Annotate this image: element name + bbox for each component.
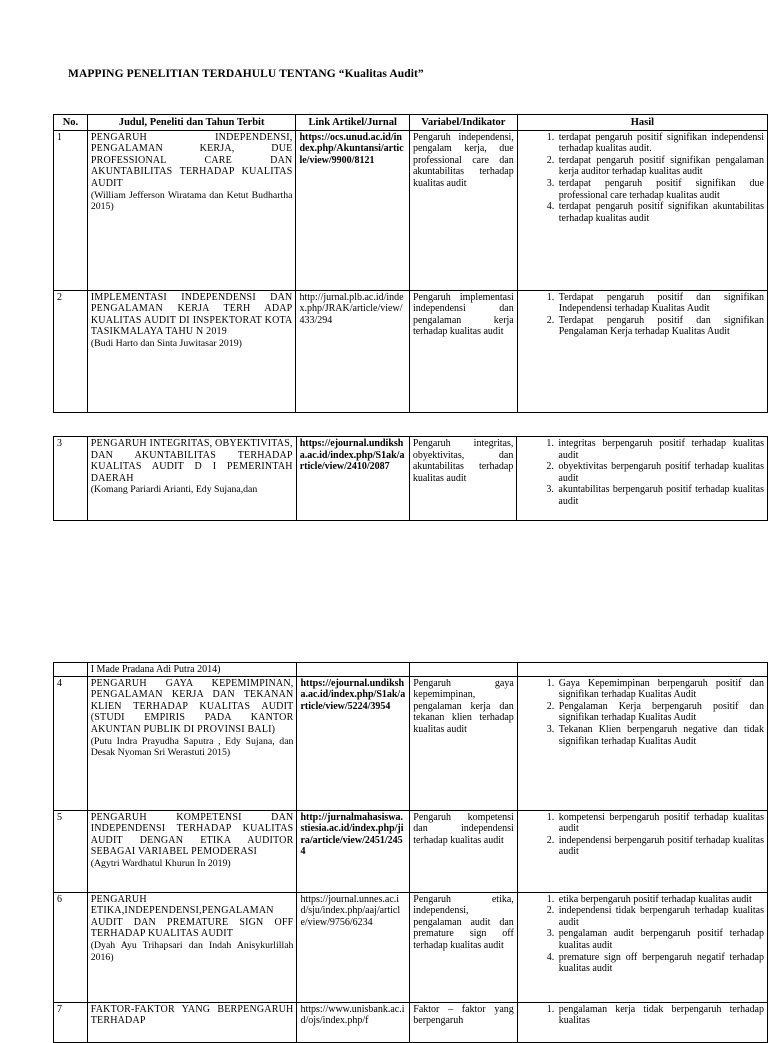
row-variabel: Pengaruh kompetensi dan independensi terhadap kualitas audit <box>410 810 518 892</box>
hasil-item: 1. integritas berpengaruh positif terhadap kualitas audit <box>556 438 764 461</box>
hasil-item: 1. terdapat pengaruh positif signifikan independensi terhadap kualitas audit. <box>557 132 764 155</box>
row-hasil <box>517 810 767 892</box>
row-link[interactable]: http://jurnalmahasiswa.stiesia.ac.id/index.php/jira/article/view/2451/2454 <box>297 810 410 892</box>
hasil-item: 2. terdapat pengaruh positif signifikan pengalaman kerja auditor terhadap kualitas audit <box>557 155 764 178</box>
row-variabel: Pengaruh implementasi independensi dan pengalaman kerja terhadap kualitas audit <box>409 290 517 412</box>
hasil-item: 1. Gaya Kepemimpinan berpengaruh positif dan signifikan terhadap Kualitas Audit <box>557 678 764 701</box>
row-link[interactable]: https://ocs.unud.ac.id/index.php/Akuntansi/article/view/9900/8121 <box>296 130 410 290</box>
row-link[interactable]: https://www.unisbank.ac.id/ojs/index.php/f <box>297 1002 410 1042</box>
row-no: 5 <box>54 810 88 892</box>
table-row <box>54 290 768 412</box>
row-judul <box>87 892 297 1002</box>
hasil-item: 3. Tekanan Klien berpengaruh negative dan tidak signifikan terhadap Kualitas Audit <box>557 724 764 747</box>
judul-title: PENGARUH KOMPETENSI DAN INDEPENDENSI TERHADAP KUALITAS AUDIT DENGAN ETIKA AUDITOR SEBAGAI VARIABEL PEMODERASI <box>90 811 294 858</box>
row-hasil <box>517 290 767 412</box>
row-hasil <box>517 1002 767 1042</box>
table-row <box>54 676 768 810</box>
judul-title: IMPLEMENTASI INDEPENDENSI DAN PENGALAMAN KERJA TERH ADAP KUALITAS AUDIT DI INSPEKTORAT KOTA TASIKMALAYA TAHU N 2019 <box>90 291 293 338</box>
table-row <box>54 892 768 1002</box>
row-link[interactable]: https://ejournal.undiksha.ac.id/index.php/S1ak/article/view/2410/2087 <box>296 437 409 521</box>
hasil-item: 2. independensi tidak berpengaruh terhadap kualitas audit <box>557 905 764 928</box>
document-title: MAPPING PENELITIAN TERDAHULU TENTANG “Kualitas Audit” <box>68 68 424 80</box>
hasil-item: 2. Pengalaman Kerja berpengaruh positif dan signifikan terhadap Kualitas Audit <box>557 701 764 724</box>
row-judul <box>87 290 296 412</box>
hasil-list <box>521 678 764 748</box>
judul-peneliti: (Dyah Ayu Trihapsari dan Indah Anisykurlillah 2016) <box>90 939 294 963</box>
row-variabel: Pengaruh integritas, obyektivitas, dan akuntabilitas terhadap kualitas audit <box>409 437 517 521</box>
row-hasil <box>517 676 767 810</box>
row-variabel: Faktor – faktor yang berpengaruh <box>410 1002 518 1042</box>
hasil-list <box>521 812 764 858</box>
header-hasil: Hasil <box>517 115 767 131</box>
row-link[interactable]: https://journal.unnes.ac.id/sju/index.php/aaj/article/view/9756/6234 <box>297 892 410 1002</box>
hasil-list <box>521 1004 764 1027</box>
judul-peneliti: (Budi Harto dan Sinta Juwitasar 2019) <box>90 337 242 349</box>
row-variabel: Pengaruh etika, independensi, pengalaman audit dan premature sign off terhadap kualitas audit <box>410 892 518 1002</box>
row-no: 7 <box>54 1002 88 1042</box>
table-row <box>54 1002 768 1042</box>
hasil-list <box>520 438 764 508</box>
hasil-item: 2. Terdapat pengaruh positif dan signifikan Pengalaman Kerja terhadap Kualitas Audit <box>557 315 764 338</box>
hasil-item: 1. pengalaman kerja tidak berpengaruh terhadap kualitas <box>557 1004 764 1027</box>
header-link: Link Artikel/Jurnal <box>296 115 410 131</box>
row-judul-continuation: I Made Pradana Adi Putra 2014) <box>87 663 297 677</box>
table-row-continuation <box>54 663 768 677</box>
hasil-item: 3. akuntabilitas berpengaruh positif terhadap kualitas audit <box>556 484 764 507</box>
row-no: 6 <box>54 892 88 1002</box>
hasil-list <box>521 132 764 225</box>
hasil-item: 4. premature sign off berpengaruh negatif terhadap kualitas audit <box>557 952 764 975</box>
judul-peneliti: (Agytri Wardhatul Khurun In 2019) <box>90 857 231 869</box>
judul-peneliti: (Putu Indra Prayudha Saputra , Edy Sujana, dan Desak Nyoman Sri Werastuti 2015) <box>90 735 294 759</box>
hasil-item: 2. independensi berpengaruh positif terhadap kualitas audit <box>557 835 764 858</box>
header-no: No. <box>54 115 88 131</box>
header-variabel: Variabel/Indikator <box>409 115 517 131</box>
row-link[interactable]: https://ejournal.undiksha.ac.id/index.php/S1ak/article/view/5224/3954 <box>297 676 410 810</box>
row-judul <box>87 437 296 521</box>
table-header-row <box>54 115 768 131</box>
row-hasil <box>517 130 767 290</box>
judul-title: PENGARUH INDEPENDENSI, PENGALAMAN KERJA, DUE PROFESSIONAL CARE DAN AKUNTABILITAS TERHADAP KUALITAS AUDIT <box>90 131 293 189</box>
row-judul <box>87 1002 297 1042</box>
table-row <box>54 437 768 521</box>
row-variabel: Pengaruh gaya kepemimpinan, pengalaman kerja dan tekanan klien terhadap kualitas audit <box>410 676 518 810</box>
header-judul: Judul, Peneliti dan Tahun Terbit <box>87 115 296 131</box>
judul-title: PENGARUH ETIKA,INDEPENDENSI,PENGALAMAN AUDIT DAN PREMATURE SIGN OFF TERHADAP KUALITAS AUDIT <box>90 893 294 940</box>
judul-title: PENGARUH INTEGRITAS, OBYEKTIVITAS, DAN AKUNTABILITAS TERHADAP KUALITAS AUDIT D I PEMERINTAH DAERAH <box>90 438 293 484</box>
row-judul <box>87 810 297 892</box>
hasil-list <box>521 894 764 975</box>
hasil-item: 1. etika berpengaruh positif terhadap kualitas audit <box>557 894 764 906</box>
hasil-item: 2. obyektivitas berpengaruh positif terhadap kualitas audit <box>556 461 764 484</box>
row-judul <box>87 130 296 290</box>
table-row <box>54 810 768 892</box>
row-no: 3 <box>54 437 88 521</box>
hasil-item: 1. kompetensi berpengaruh positif terhadap kualitas audit <box>557 812 764 835</box>
row-no: 4 <box>54 676 88 810</box>
table-row <box>54 130 768 290</box>
hasil-list <box>521 292 764 338</box>
row-hasil <box>517 892 767 1002</box>
row-variabel: Pengaruh independensi, pengalam kerja, due professional care dan akuntabilitas terhadap kualitas audit <box>409 130 517 290</box>
research-mapping-table-part2 <box>53 436 768 521</box>
judul-title: PENGARUH GAYA KEPEMIMPINAN, PENGALAMAN KERJA DAN TEKANAN KLIEN TERHADAP KUALITAS AUDIT (STUDI EMPIRIS PADA KANTOR AKUNTAN PUBLIK DI PROVINSI BALI) <box>90 677 294 735</box>
row-link[interactable]: http://jurnal.plb.ac.id/index.php/JRAK/article/view/433/294 <box>296 290 410 412</box>
judul-peneliti: (William Jefferson Wiratama dan Ketut Budhartha 2015) <box>90 189 293 213</box>
judul-title: FAKTOR-FAKTOR YANG BERPENGARUH TERHADAP <box>90 1003 294 1027</box>
hasil-item: 1. Terdapat pengaruh positif dan signifikan Independensi terhadap Kualitas Audit <box>557 292 764 315</box>
hasil-item: 3. terdapat pengaruh positif signifikan due professional care terhadap kualitas audit <box>557 178 764 201</box>
research-mapping-table-part3 <box>53 662 768 1043</box>
row-hasil <box>517 437 768 521</box>
research-mapping-table-part1 <box>53 114 768 413</box>
row-judul <box>87 676 297 810</box>
judul-peneliti: (Komang Pariardi Arianti, Edy Sujana,dan <box>90 484 258 496</box>
hasil-item: 4. terdapat pengaruh positif signifikan akuntabilitas terhadap kualitas audit <box>557 201 764 224</box>
hasil-item: 3. pengalaman audit berpengaruh positif terhadap kualitas audit <box>557 928 764 951</box>
row-no: 2 <box>54 290 88 412</box>
row-no: 1 <box>54 130 88 290</box>
